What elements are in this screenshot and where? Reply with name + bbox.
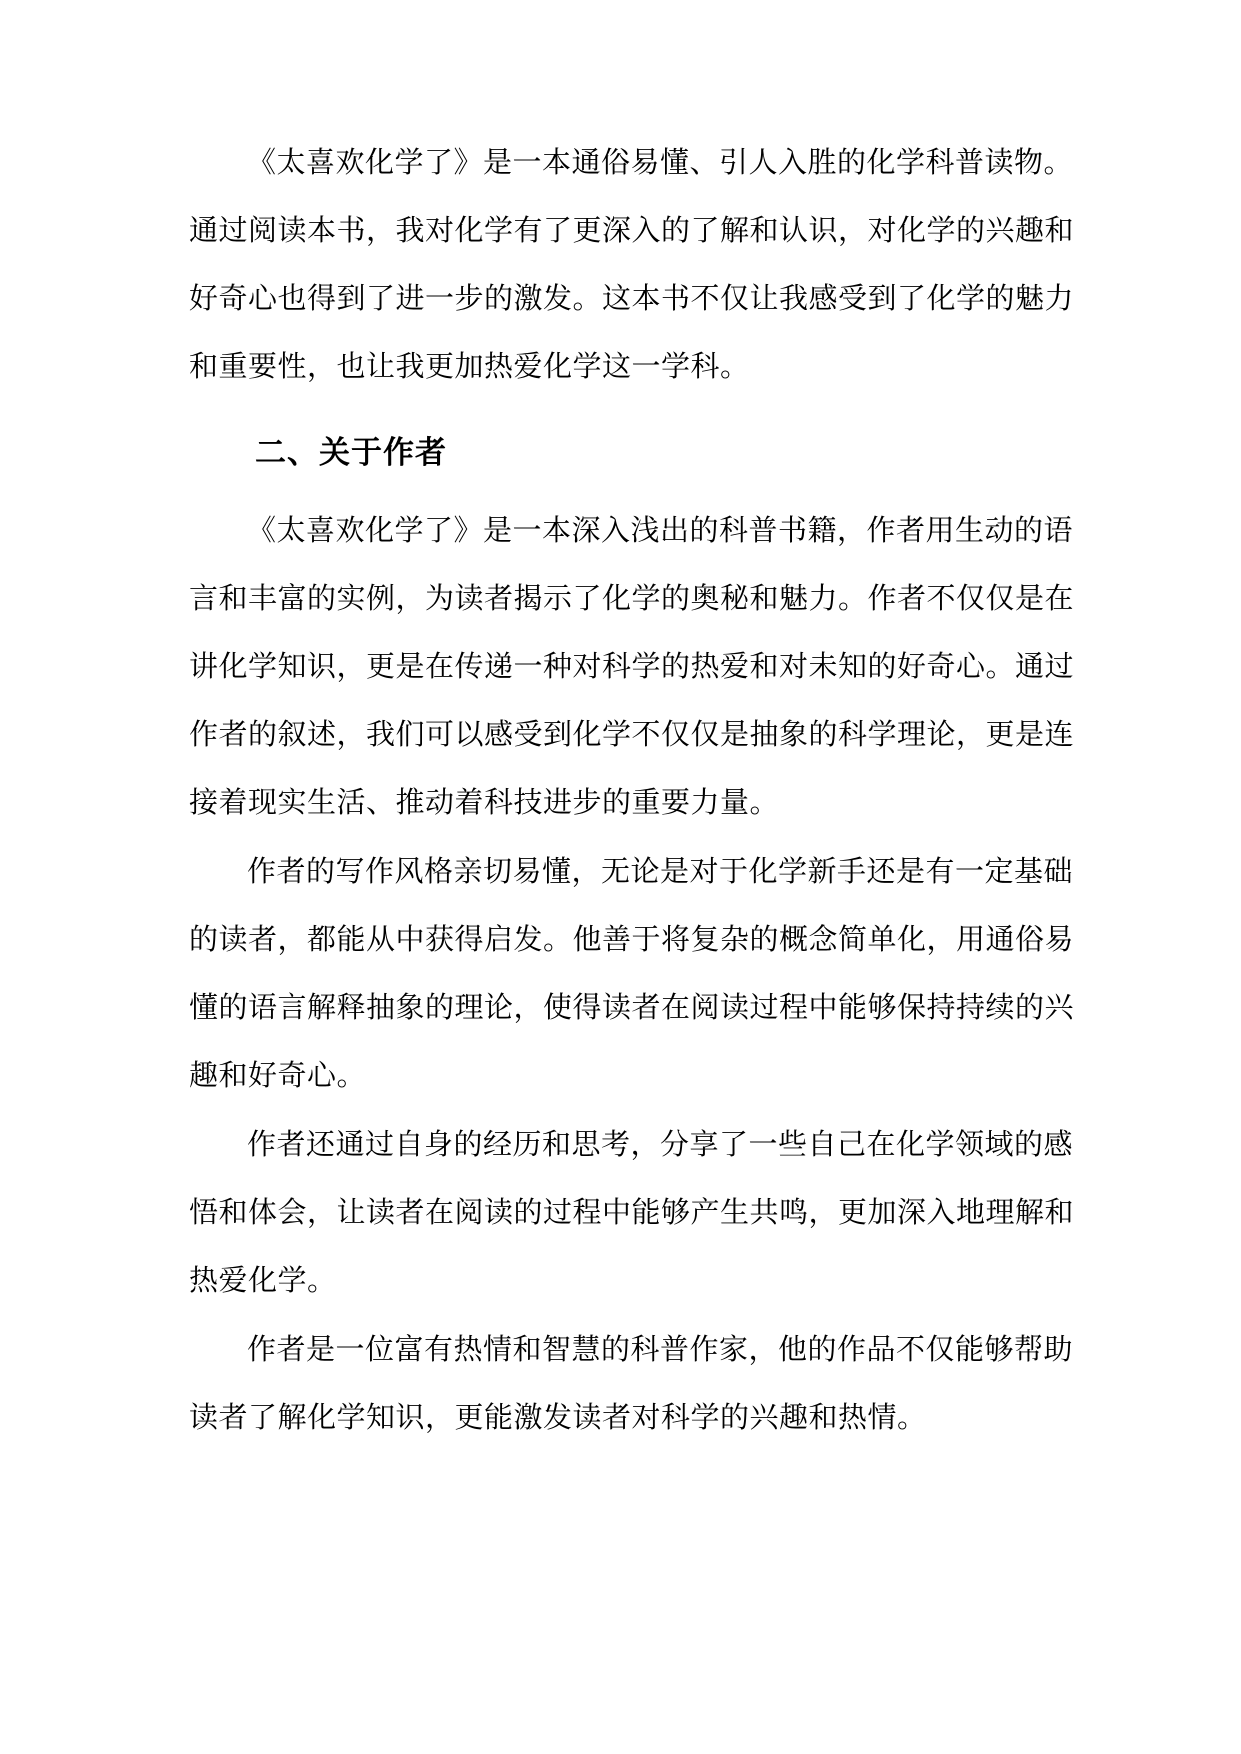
paragraph-line: 懂的语言解释抽象的理论，使得读者在阅读过程中能够保持持续的兴 [189, 990, 1075, 1024]
paragraph-line: 《太喜欢化学了》是一本通俗易懂、引人入胜的化学科普读物。 [247, 145, 1074, 179]
paragraph-line: 言和丰富的实例，为读者揭示了化学的奥秘和魅力。作者不仅仅是在 [189, 581, 1075, 615]
paragraph-line: 读者了解化学知识，更能激发读者对科学的兴趣和热情。 [189, 1400, 927, 1434]
paragraph-line: 接着现实生活、推动着科技进步的重要力量。 [189, 785, 780, 819]
paragraph-line: 悟和体会，让读者在阅读的过程中能够产生共鸣，更加深入地理解和 [189, 1195, 1075, 1229]
paragraph-line: 作者的写作风格亲切易懂，无论是对于化学新手还是有一定基础 [247, 854, 1074, 888]
paragraph-line: 作者的叙述，我们可以感受到化学不仅仅是抽象的科学理论，更是连 [189, 717, 1075, 751]
paragraph-line: 《太喜欢化学了》是一本深入浅出的科普书籍，作者用生动的语 [247, 513, 1074, 547]
paragraph-line: 通过阅读本书，我对化学有了更深入的了解和认识，对化学的兴趣和 [189, 213, 1075, 247]
section-heading: 二、关于作者 [255, 435, 447, 471]
paragraph-line: 作者还通过自身的经历和思考，分享了一些自己在化学领域的感 [247, 1127, 1074, 1161]
paragraph-line: 的读者，都能从中获得启发。他善于将复杂的概念简单化，用通俗易 [189, 922, 1075, 956]
paragraph-line: 作者是一位富有热情和智慧的科普作家，他的作品不仅能够帮助 [247, 1332, 1074, 1366]
paragraph-line: 好奇心也得到了进一步的激发。这本书不仅让我感受到了化学的魅力 [189, 281, 1075, 315]
paragraph-line: 热爱化学。 [189, 1263, 337, 1297]
paragraph-line: 趣和好奇心。 [189, 1058, 367, 1092]
paragraph-line: 和重要性，也让我更加热爱化学这一学科。 [189, 349, 750, 383]
paragraph-line: 讲化学知识，更是在传递一种对科学的热爱和对未知的好奇心。通过 [189, 649, 1075, 683]
